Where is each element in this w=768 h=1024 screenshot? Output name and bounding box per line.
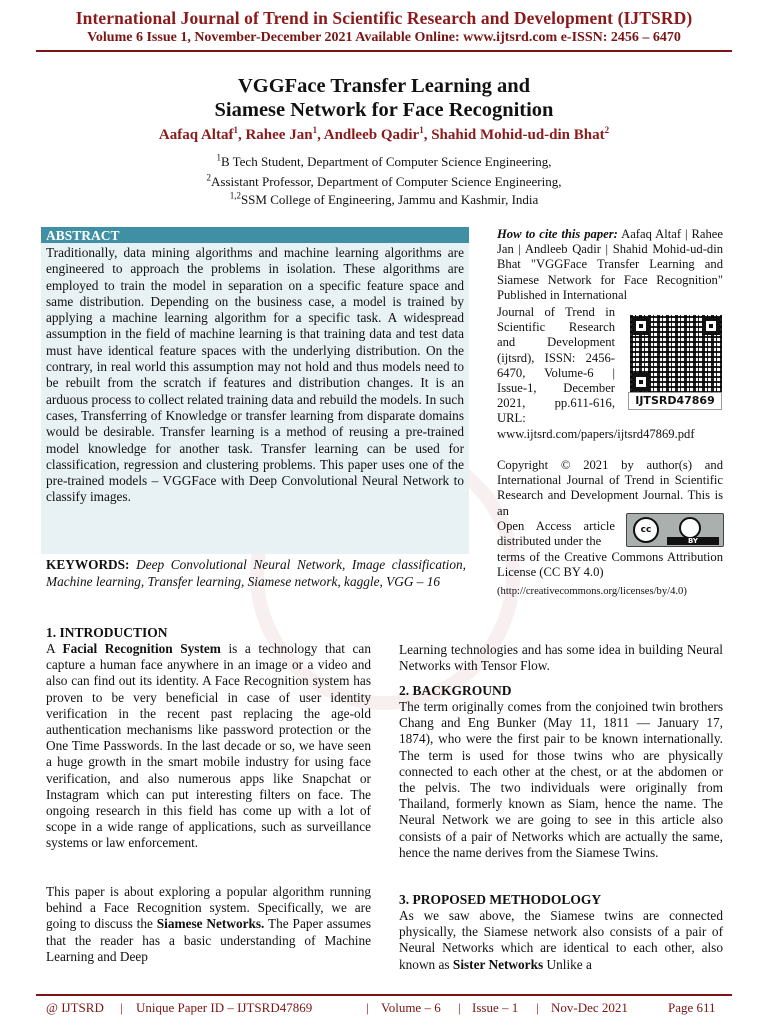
copyright-tail: terms of the Creative Commons Attribution License (CC BY 4.0)	[497, 550, 723, 580]
qr-finder	[632, 317, 650, 335]
affiliation-sup: 2	[206, 172, 212, 183]
author-sup: 1	[233, 125, 238, 135]
citation-url[interactable]: www.ijtsrd.com/papers/ijtsrd47869.pdf	[497, 427, 695, 441]
footer-sep: |	[120, 1000, 123, 1015]
qr-label: IJTSRD47869	[628, 392, 722, 410]
qr-finder	[702, 317, 720, 335]
copyright-lead: Copyright © 2021 by author(s) and International Journal of Trend in Scientific Research and Development Journal. This is an	[497, 458, 723, 518]
citation-block	[497, 227, 723, 303]
footer-sep: |	[366, 1000, 369, 1015]
affiliation-text: B Tech Student, Department of Computer Science Engineering,	[220, 154, 552, 169]
keywords-text: Deep Convolutional Neural Network, Image classification, Machine learning, Transfer learning, Siamese network, kaggle, VGG – 16	[46, 557, 466, 589]
paper-title	[0, 74, 768, 122]
background-text: The term originally comes from the conjoined twin brothers Chang and Eng Bunker (May 11, 1811 — January 17, 1874), who were the first pair to be known internationally. The term is used for those twins who are physically connected to each other at the chest, or at the abdomen or the pelvis. The two individuals were originally from Thailand, formerly known as Siam, hence the name. The Neural Network we are going to see in this article also consists of a pair of Networks which are actually the same, hence the name derives from the Siamese Twins.	[399, 699, 723, 860]
author-sup: 2	[604, 125, 610, 135]
intro-paragraph-2	[46, 884, 371, 965]
methodology-pre: As we saw above, the Siamese twins are connected physically, the Siamese network also consists of a pair of Neural Networks which are identical to each other, also known as	[399, 908, 723, 972]
qr-finder	[632, 373, 650, 391]
abstract-text: Traditionally, data mining algorithms and machine learning algorithms are engineered to approach the problems in isolation. These algorithms are employed to train the model in separation on a specific feature space and same distribution. Depending on the business case, a model is trained by applying a machine learning algorithm for a specific task. A widespread assumption in the field of machine learning is that training data and test data must have identical feature spaces with the underlying distribution. On the contrary, in real world this assumption may not hold and thus models need to be rebuilt from the scratch if features and distribution changes. It is an arduous process to collect related training data and rebuild the models. In such cases, Transferring of Knowledge or transfer learning from disparate domains would be desirable. Transfer learning is a method of reusing a pre-trained model knowledge for another task. Transfer learning can be used for classification, regression and clustering problems. This paper uses one of the pre-trained models – VGGFace with Deep Convolutional Neural Network to classify images.	[46, 245, 464, 505]
affiliation-sup: 1	[216, 152, 221, 163]
cc-by-badge	[626, 513, 724, 547]
footer-issue: Issue – 1	[472, 1000, 519, 1015]
copyright-narrow: Open Access article distributed under the	[497, 519, 615, 549]
methodology-bold: Sister Networks	[452, 956, 544, 972]
intro-continued: Learning technologies and has some idea in building Neural Networks with Tensor Flow.	[399, 642, 723, 674]
intro-p1-rest: is a technology that can capture a human face anywhere in an image or a video and also can find out its identity. A Face Recognition system has proven to be very beneficial in case of user identity verification in the recent past replacing the age-old authentication mechanisms like password protection or the One Time Passwords. In the last decade or so, we have seen a huge growth in the smart mobile industry for using face verification, and also numerous apps like Snapchat or Instagram which can put interesting filters on face. The ongoing research in this field has come up with a lot of scope in a wide range of applications, such as surveillance systems or law enforcement.	[46, 641, 371, 851]
attribution-icon	[679, 517, 701, 539]
affiliation-1	[0, 154, 768, 170]
methodology-heading: 3. PROPOSED METHODOLOGY	[399, 892, 602, 907]
author-sup: 1	[312, 125, 318, 135]
methodology-text	[399, 908, 723, 973]
footer-sep: |	[536, 1000, 539, 1015]
footer-divider	[36, 994, 732, 996]
citation-label: How to cite this paper:	[497, 227, 618, 241]
by-label: BY	[667, 537, 719, 545]
author-name: Andleeb Qadir	[323, 127, 420, 143]
license-url[interactable]: (http://creativecommons.org/licenses/by/4.0)	[497, 586, 687, 597]
author-name: Aafaq Altaf	[158, 127, 234, 143]
affiliation-text: Assistant Professor, Department of Computer Science Engineering,	[211, 174, 562, 189]
methodology-rest: Unlike a	[543, 956, 592, 972]
intro-p2-rest: The Paper assumes that the reader has a basic understanding of Machine Learning and Deep	[46, 916, 372, 964]
title-line-1: VGGFace Transfer Learning and	[237, 75, 531, 97]
citation-lead: Aafaq Altaf | Rahee Jan | Andleeb Qadir | Shahid Mohid-ud-din Bhat "VGGFace Transfer Learning and Siamese Network for Face Recognition" Published in International	[497, 227, 723, 302]
cc-icon: cc	[633, 517, 659, 543]
title-line-2: Siamese Network for Face Recognition	[214, 99, 554, 121]
citation-narrow: Journal of Trend in Scientific Research and Development (ijtsrd), ISSN: 2456-6470, Volume-6 | Issue-1, December 2021, pp.611-616, URL:	[497, 305, 615, 426]
intro-p2-pre: This paper is about exploring a popular algorithm running behind a Face Recognition system. Specifically, we are going to discuss the	[46, 884, 371, 932]
affiliation-3	[0, 192, 768, 208]
footer-paper-id: Unique Paper ID – IJTSRD47869	[136, 1000, 313, 1015]
qr-code	[628, 313, 724, 395]
intro-paragraph-1	[46, 641, 371, 852]
author-name: Rahee Jan	[245, 127, 313, 143]
header-divider	[36, 50, 732, 52]
footer-publisher: @ IJTSRD	[46, 1000, 104, 1015]
affiliation-2	[0, 174, 768, 190]
footer-date: Nov-Dec 2021	[551, 1000, 628, 1015]
intro-p1-pre: A	[46, 641, 63, 656]
affiliation-text: SSM College of Engineering, Jammu and Kashmir, India	[240, 192, 539, 207]
author-sup: 1	[419, 125, 424, 135]
keywords-label: KEYWORDS:	[46, 557, 130, 572]
keywords	[46, 557, 466, 590]
footer-sep: |	[458, 1000, 461, 1015]
intro-p1-bold: Facial Recognition System	[62, 641, 221, 656]
footer-volume: Volume – 6	[381, 1000, 441, 1015]
author-name: Shahid Mohid-ud-din Bhat	[431, 127, 605, 143]
affiliation-sup: 1,2	[229, 190, 241, 201]
issue-line: Volume 6 Issue 1, November-December 2021 Available Online: www.ijtsrd.com e-ISSN: 2456 – 6470	[87, 30, 681, 45]
footer-page: Page 611	[668, 1000, 716, 1015]
journal-name: International Journal of Trend in Scientific Research and Development (IJTSRD)	[75, 8, 693, 28]
author-list: Aafaq Altaf$^1$, Rahee Jan$^1$, Andleeb Qadir$^1$, Shahid Mohid-ud-din Bhat$^2$	[158, 125, 610, 143]
background-heading: 2. BACKGROUND	[399, 683, 512, 698]
intro-heading: 1. INTRODUCTION	[46, 625, 168, 640]
intro-p2-bold: Siamese Networks.	[156, 916, 265, 932]
abstract-heading: ABSTRACT	[41, 227, 469, 243]
